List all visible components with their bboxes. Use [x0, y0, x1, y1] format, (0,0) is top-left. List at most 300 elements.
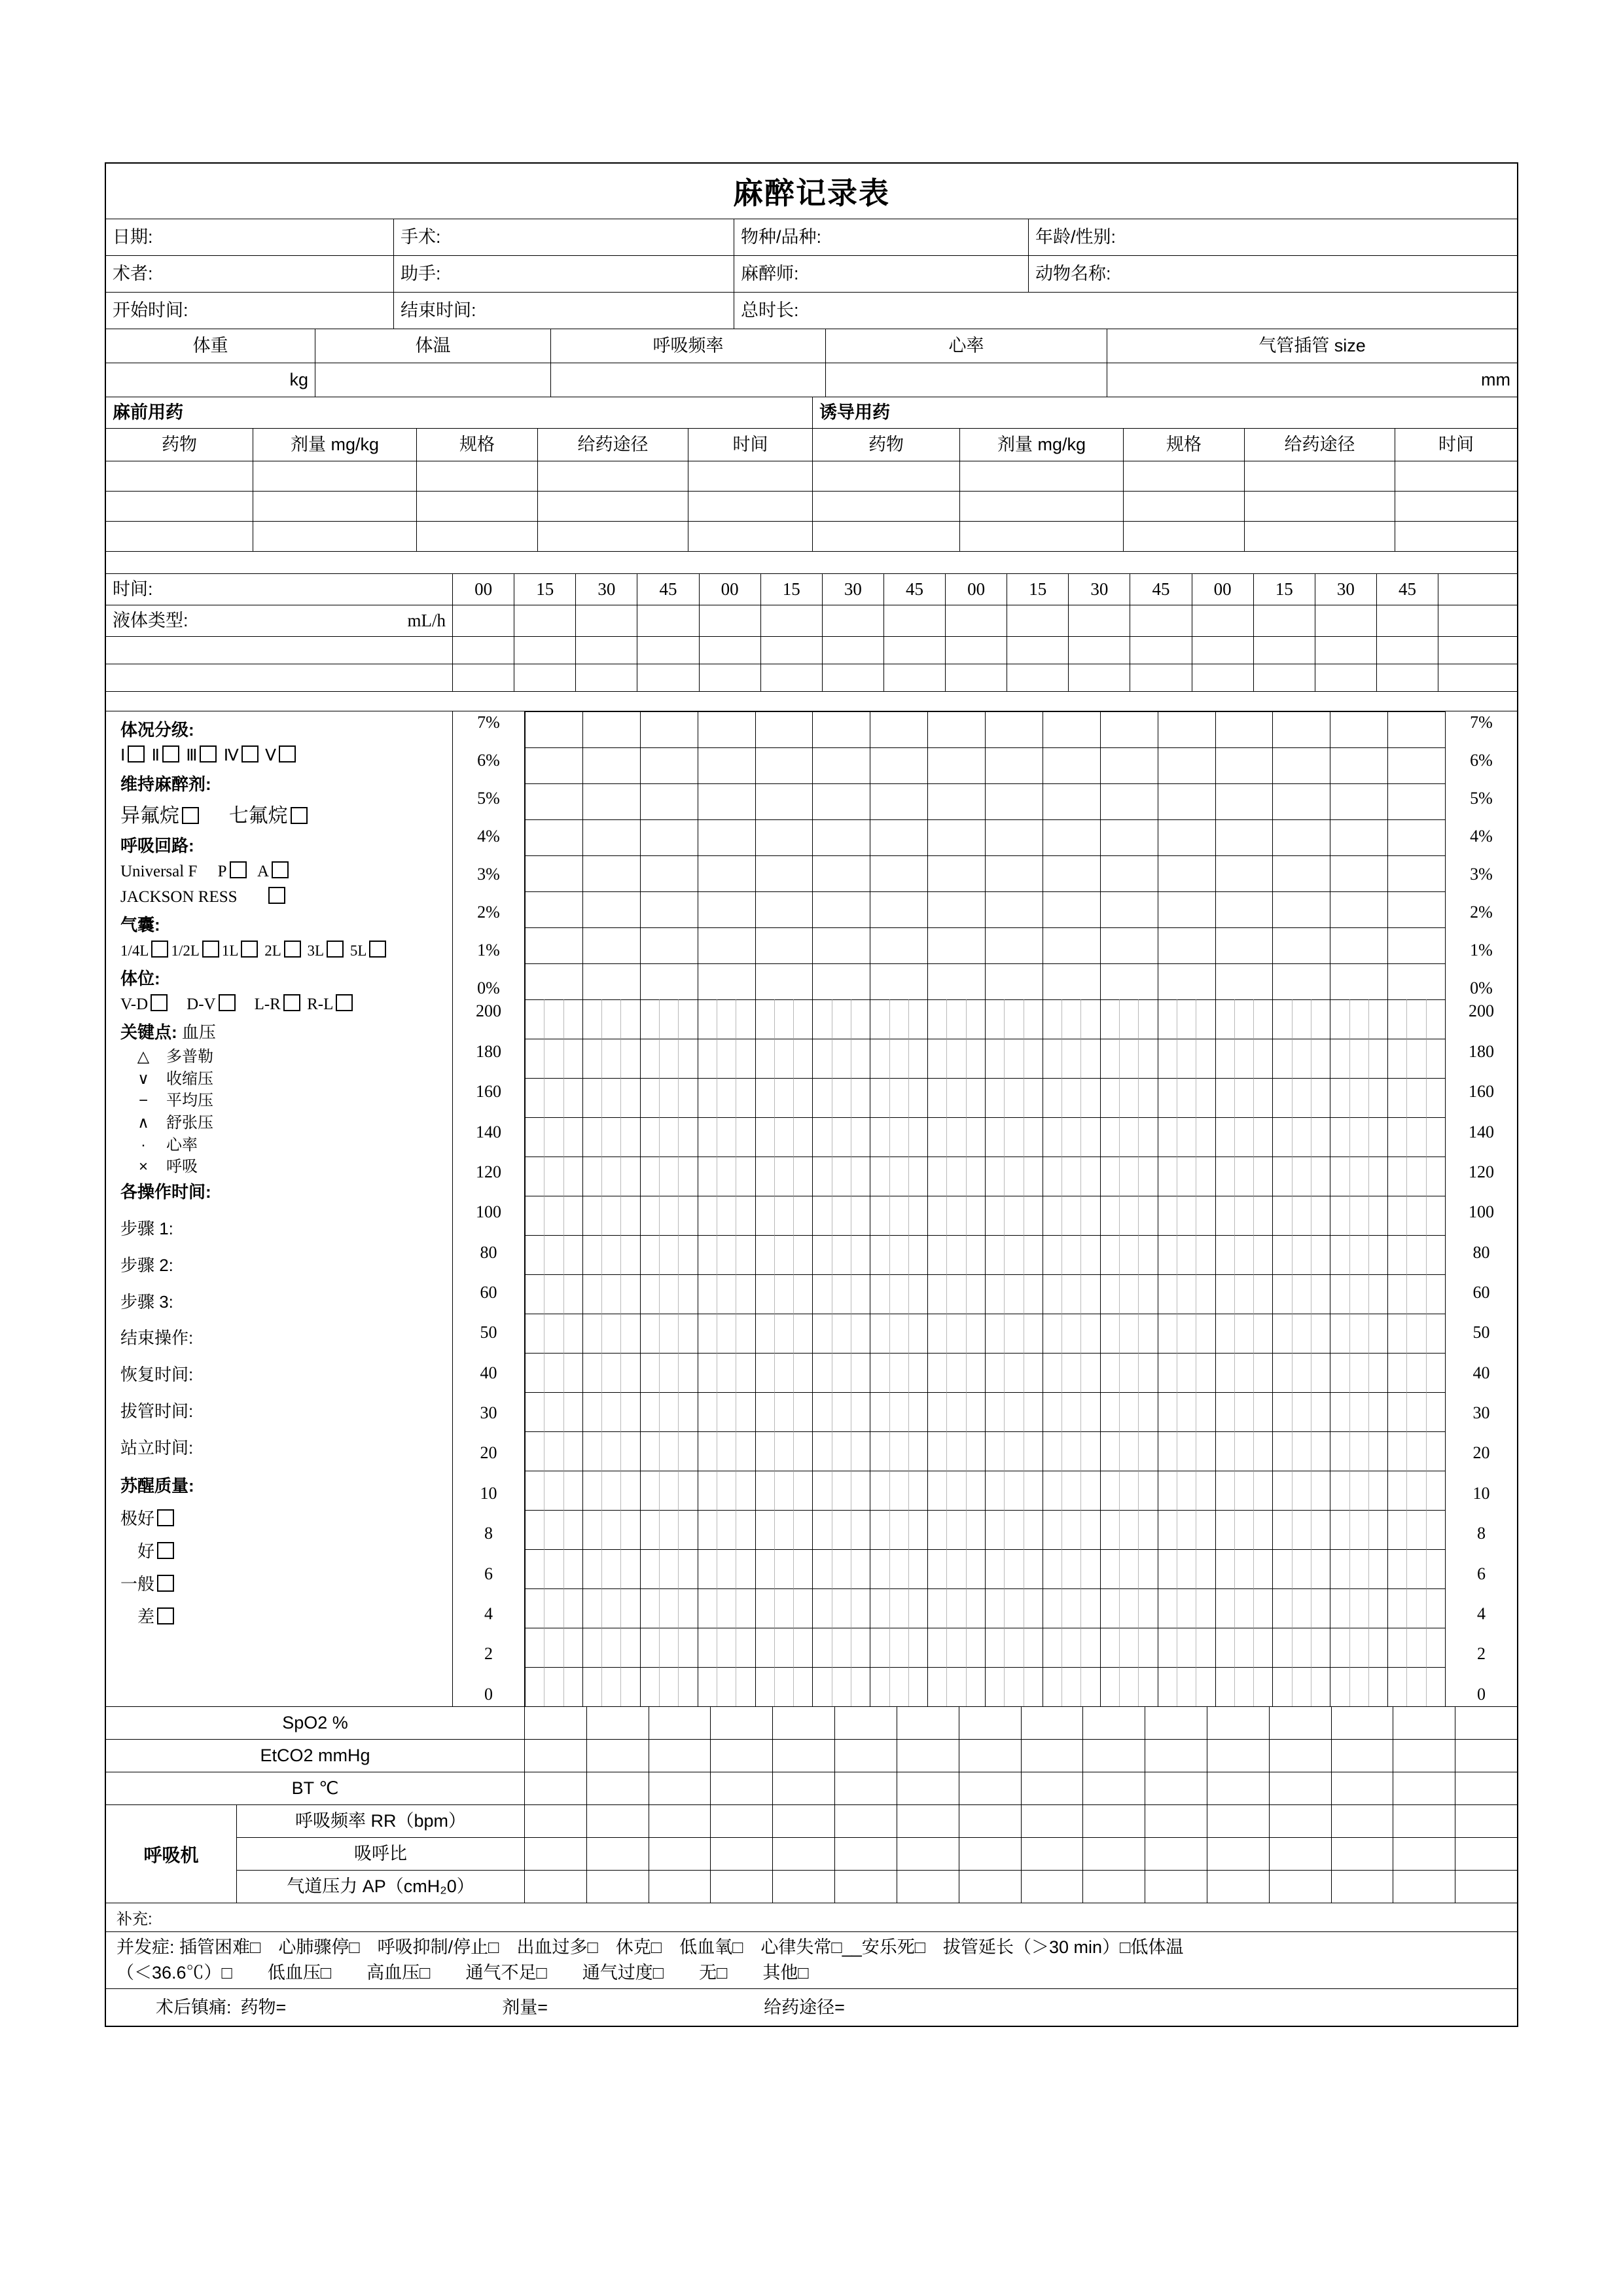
circuit-universal-f[interactable] [120, 861, 442, 882]
fluid-cell[interactable] [700, 605, 761, 637]
page-title-text: 麻醉记录表 [733, 176, 890, 210]
field-total-duration[interactable]: 总时长: [734, 293, 1517, 329]
drug-cell[interactable] [813, 461, 960, 492]
bp-axis-right [1446, 999, 1517, 1706]
param-cell[interactable] [1270, 1838, 1332, 1871]
field-end-time[interactable]: 结束时间: [394, 293, 734, 329]
timeline-tick[interactable]: 30 [1069, 574, 1130, 605]
fluid-blank-label[interactable] [106, 637, 453, 664]
drug-cell[interactable] [960, 492, 1124, 522]
param-cell[interactable] [1083, 1871, 1145, 1903]
timeline-tick[interactable]: 15 [761, 574, 823, 605]
param-cell[interactable] [959, 1740, 1022, 1772]
param-cell[interactable] [1207, 1871, 1270, 1903]
position-lr: L-R [254, 995, 281, 1013]
keypoints-legend [120, 1048, 442, 1176]
operation-step-2[interactable]: 步骤 2: [120, 1255, 173, 1275]
fluid-label-cell[interactable] [106, 605, 453, 637]
checkbox-icon[interactable] [157, 1607, 174, 1624]
recovery-fair[interactable] [120, 1575, 442, 1594]
vitals-grid[interactable] [525, 999, 1445, 1706]
recovery-poor[interactable] [120, 1607, 442, 1627]
param-cell[interactable] [1083, 1838, 1145, 1871]
param-cell[interactable] [773, 1772, 835, 1805]
fluid-cell[interactable] [1315, 605, 1377, 637]
fluid-blank-cell[interactable] [1377, 664, 1438, 692]
param-cell[interactable] [897, 1740, 959, 1772]
param-cell[interactable] [1207, 1772, 1270, 1805]
axis-tick-label: 10 [1472, 1483, 1490, 1503]
fluid-blank-cell[interactable] [1192, 637, 1254, 664]
drug-cell[interactable] [538, 522, 688, 552]
spo2-label: SpO2 % [106, 1707, 525, 1740]
fluid-blank-cell[interactable] [514, 637, 576, 664]
axis-tick-label: 40 [1472, 1363, 1490, 1382]
param-cell[interactable] [1270, 1740, 1332, 1772]
param-cell[interactable] [587, 1740, 649, 1772]
param-cell[interactable] [1145, 1871, 1207, 1903]
complications-text-2: （＜36.6℃）□ 低血压□ 高血压□ 通气不足□ 通气过度□ 无□ 其他□ [116, 1963, 809, 1983]
fluid-cell[interactable] [1377, 605, 1438, 637]
param-cell[interactable] [1393, 1838, 1455, 1871]
operation-standing-time[interactable]: 站立时间: [120, 1438, 194, 1458]
checkbox-icon[interactable] [283, 994, 300, 1011]
param-cell[interactable] [649, 1707, 711, 1740]
axis-tick-label: 140 [476, 1122, 501, 1141]
param-cell[interactable] [587, 1838, 649, 1871]
param-cell[interactable] [897, 1707, 959, 1740]
param-cell[interactable] [587, 1772, 649, 1805]
fluid-blank-cell[interactable] [946, 637, 1007, 664]
maintenance-options[interactable] [120, 805, 442, 828]
fluid-cell[interactable] [1069, 605, 1130, 637]
vitals-weight-value[interactable]: kg [106, 363, 315, 397]
operation-end[interactable]: 结束操作: [120, 1328, 194, 1348]
drug-cell[interactable] [106, 461, 253, 492]
param-cell[interactable] [1455, 1772, 1517, 1805]
drug-cell[interactable] [1395, 461, 1517, 492]
param-cell[interactable] [1022, 1772, 1084, 1805]
param-cell[interactable] [1393, 1740, 1455, 1772]
vitals-col-et-tube-size: 气管插管 size [1107, 329, 1517, 363]
keypoints-title [120, 1023, 442, 1043]
param-cell[interactable] [1270, 1707, 1332, 1740]
param-cell[interactable] [773, 1871, 835, 1903]
fluid-cell[interactable] [1130, 605, 1192, 637]
param-cell[interactable] [649, 1772, 711, 1805]
fluid-cell[interactable] [637, 605, 699, 637]
fluid-blank-cell[interactable] [823, 664, 884, 692]
drug-cell[interactable] [813, 492, 960, 522]
param-cell[interactable] [835, 1740, 897, 1772]
param-cell[interactable] [1022, 1740, 1084, 1772]
fluid-blank-label[interactable] [106, 664, 453, 692]
analgesia-route-field[interactable]: 给药途径= [764, 1997, 845, 2017]
axis-tick-label: 180 [1469, 1041, 1494, 1061]
operation-step-1[interactable]: 步骤 1: [120, 1218, 173, 1238]
position-dv: D-V [187, 995, 216, 1013]
param-cell[interactable] [1207, 1740, 1270, 1772]
param-cell[interactable] [1022, 1707, 1084, 1740]
fluid-blank-cell[interactable] [1192, 664, 1254, 692]
drug-cell[interactable] [1395, 522, 1517, 552]
chart-plot-area[interactable] [525, 711, 1445, 1706]
drug-cell[interactable] [417, 492, 538, 522]
complications-line-1 [116, 1936, 1507, 1959]
param-cell[interactable] [1083, 1805, 1145, 1838]
fluid-blank-cell[interactable] [637, 637, 699, 664]
keypoint-item [120, 1114, 442, 1132]
fluid-blank-cell[interactable] [1377, 637, 1438, 664]
fluid-blank-cell[interactable] [823, 637, 884, 664]
checkbox-icon[interactable] [291, 807, 308, 824]
bag-options[interactable] [120, 941, 442, 960]
param-cell[interactable] [1207, 1838, 1270, 1871]
operation-step-3[interactable]: 步骤 3: [120, 1291, 173, 1312]
param-cell[interactable] [1145, 1805, 1207, 1838]
drug-cell[interactable] [538, 461, 688, 492]
fluid-blank-cell[interactable] [700, 664, 761, 692]
keypoint-label: 收缩压 [166, 1069, 213, 1088]
fluid-blank-cell[interactable] [576, 664, 637, 692]
drug-cell[interactable] [1395, 492, 1517, 522]
param-cell[interactable] [649, 1838, 711, 1871]
checkbox-icon[interactable] [336, 994, 353, 1011]
vitals-temp-value[interactable] [315, 363, 551, 397]
fluid-cell[interactable] [1192, 605, 1254, 637]
etco2-label: EtCO2 mmHg [106, 1740, 525, 1772]
param-cell[interactable] [711, 1805, 773, 1838]
drug-cell[interactable] [106, 522, 253, 552]
vitals-value-row [106, 363, 1517, 397]
param-cell[interactable] [959, 1838, 1022, 1871]
drug-cell[interactable] [1245, 492, 1395, 522]
timeline-tick[interactable]: 00 [700, 574, 761, 605]
param-cell[interactable] [959, 1805, 1022, 1838]
timeline-tick[interactable]: 30 [1315, 574, 1377, 605]
param-cell[interactable] [1270, 1871, 1332, 1903]
param-cell[interactable] [587, 1805, 649, 1838]
axis-tick-label: 2% [1470, 902, 1493, 922]
fluid-blank-cells [453, 664, 1517, 692]
fluid-blank-cell[interactable] [1254, 637, 1315, 664]
axis-tick-label: 100 [1469, 1202, 1494, 1222]
checkbox-icon[interactable] [272, 861, 289, 878]
timeline-tick[interactable]: 00 [1192, 574, 1254, 605]
param-cell[interactable] [649, 1740, 711, 1772]
param-cell[interactable] [897, 1772, 959, 1805]
checkbox-icon[interactable] [230, 861, 247, 878]
grid-cell-trailing[interactable] [1438, 574, 1517, 605]
fluid-cell[interactable] [1007, 605, 1069, 637]
checkbox-icon[interactable] [327, 941, 344, 958]
param-cell[interactable] [1145, 1838, 1207, 1871]
field-age-sex[interactable]: 年龄/性别: [1029, 219, 1517, 256]
asa-title: 体况分级: [120, 720, 194, 740]
supplement-row[interactable] [106, 1903, 1517, 1932]
param-cell[interactable] [1270, 1805, 1332, 1838]
param-cell[interactable] [1332, 1838, 1394, 1871]
param-cell[interactable] [1455, 1838, 1517, 1871]
fluid-row [106, 605, 1517, 637]
fluid-cell[interactable] [1254, 605, 1315, 637]
param-cell[interactable] [1332, 1871, 1394, 1903]
asa-options[interactable] [120, 745, 442, 766]
drug-cell[interactable] [960, 461, 1124, 492]
timeline-tick[interactable]: 15 [1254, 574, 1315, 605]
fluid-blank-cell[interactable] [637, 664, 699, 692]
drug-cell[interactable] [813, 522, 960, 552]
param-cell[interactable] [835, 1805, 897, 1838]
param-cell[interactable] [959, 1772, 1022, 1805]
operation-recovery-time[interactable]: 恢复时间: [120, 1365, 194, 1385]
fluid-blank-cell[interactable] [576, 637, 637, 664]
field-start-time[interactable]: 开始时间: [106, 293, 394, 329]
supplement-label: 补充: [116, 1910, 152, 1928]
timeline-tick[interactable]: 45 [1377, 574, 1438, 605]
checkbox-icon[interactable] [128, 745, 145, 762]
drug-cell[interactable] [417, 461, 538, 492]
recovery-excellent[interactable] [120, 1509, 442, 1529]
postop-analgesia-row[interactable] [106, 1989, 1517, 2026]
checkbox-icon[interactable] [241, 941, 258, 958]
param-cell[interactable] [1393, 1871, 1455, 1903]
checkbox-icon[interactable] [162, 745, 179, 762]
checkbox-icon[interactable] [182, 807, 199, 824]
fluid-cell[interactable] [823, 605, 884, 637]
param-cell[interactable] [1145, 1772, 1207, 1805]
param-cell[interactable] [835, 1871, 897, 1903]
grid-cell-trailing[interactable] [1438, 605, 1517, 637]
drug-cell[interactable] [253, 461, 417, 492]
param-cell[interactable] [1393, 1772, 1455, 1805]
field-surgery[interactable]: 手术: [394, 219, 734, 256]
position-options[interactable] [120, 994, 442, 1014]
param-cell[interactable] [649, 1805, 711, 1838]
fluid-cell[interactable] [884, 605, 946, 637]
timeline-tick[interactable]: 30 [823, 574, 884, 605]
fluid-blank-cell[interactable] [1315, 637, 1377, 664]
param-cell[interactable] [711, 1707, 773, 1740]
param-cell[interactable] [1083, 1772, 1145, 1805]
checkbox-icon[interactable] [268, 887, 285, 904]
fluid-cell[interactable] [514, 605, 576, 637]
checkbox-icon[interactable] [279, 745, 296, 762]
param-cell[interactable] [1145, 1740, 1207, 1772]
param-cell[interactable] [711, 1772, 773, 1805]
induction-col-dose: 剂量 mg/kg [960, 429, 1124, 461]
param-cell[interactable] [1022, 1805, 1084, 1838]
param-cell[interactable] [1455, 1871, 1517, 1903]
fluid-blank-cell[interactable] [1254, 664, 1315, 692]
drug-cell[interactable] [1245, 522, 1395, 552]
param-cell[interactable] [711, 1740, 773, 1772]
fluid-blank-cell[interactable] [514, 664, 576, 692]
drug-cell[interactable] [1245, 461, 1395, 492]
spo2-row [106, 1707, 1517, 1740]
fluid-blank-cell[interactable] [761, 664, 823, 692]
param-cell[interactable] [1207, 1707, 1270, 1740]
param-cell[interactable] [1083, 1707, 1145, 1740]
drug-cell[interactable] [960, 522, 1124, 552]
vitals-et-tube-value[interactable]: mm [1107, 363, 1517, 397]
param-cell[interactable] [897, 1871, 959, 1903]
param-cell[interactable] [773, 1707, 835, 1740]
drug-cell[interactable] [253, 492, 417, 522]
param-cell[interactable] [897, 1838, 959, 1871]
checkbox-icon[interactable] [157, 1509, 174, 1526]
param-cell[interactable] [1455, 1707, 1517, 1740]
drug-cell[interactable] [688, 492, 813, 522]
analgesia-dose-field[interactable]: 剂量= [502, 1997, 548, 2017]
field-animal-name[interactable]: 动物名称: [1029, 256, 1517, 293]
drug-entry-row [106, 522, 1517, 552]
checkbox-icon[interactable] [369, 941, 386, 958]
param-cell[interactable] [587, 1871, 649, 1903]
drug-cell[interactable] [253, 522, 417, 552]
circuit-universal-f-label: Universal F [120, 862, 198, 880]
fluid-blank-cell[interactable] [884, 637, 946, 664]
param-cell[interactable] [773, 1805, 835, 1838]
checkbox-icon[interactable] [284, 941, 301, 958]
vitals-resp-rate-value[interactable] [551, 363, 826, 397]
field-anesthetist[interactable]: 麻醉师: [734, 256, 1029, 293]
checkbox-icon[interactable] [151, 994, 168, 1011]
param-cell[interactable] [1332, 1772, 1394, 1805]
bag-title: 气囊: [120, 915, 160, 935]
fluid-blank-cell[interactable] [700, 637, 761, 664]
timeline-tick[interactable]: 45 [884, 574, 946, 605]
fluid-cell[interactable] [761, 605, 823, 637]
param-cell[interactable] [1022, 1871, 1084, 1903]
param-cell[interactable] [525, 1871, 587, 1903]
param-cell[interactable] [525, 1838, 587, 1871]
timeline-tick[interactable]: 00 [453, 574, 514, 605]
axis-tick-label: 20 [1472, 1443, 1490, 1463]
timeline-tick[interactable]: 15 [514, 574, 576, 605]
fluid-blank-cell[interactable] [1007, 664, 1069, 692]
param-cell[interactable] [1207, 1805, 1270, 1838]
drug-cell[interactable] [1124, 492, 1245, 522]
drug-cell[interactable] [688, 522, 813, 552]
circuit-jackson-ress[interactable] [120, 887, 442, 907]
param-cell[interactable] [1332, 1740, 1394, 1772]
timeline-tick[interactable]: 30 [576, 574, 637, 605]
fluid-blank-cell[interactable] [1130, 637, 1192, 664]
param-cell[interactable] [711, 1838, 773, 1871]
drug-cell[interactable] [1124, 522, 1245, 552]
param-cell[interactable] [959, 1707, 1022, 1740]
fluid-blank-cell[interactable] [1069, 664, 1130, 692]
param-cell[interactable] [1393, 1805, 1455, 1838]
premed-title: 麻前用药 [106, 397, 813, 429]
drug-cell[interactable] [538, 492, 688, 522]
param-cell[interactable] [959, 1871, 1022, 1903]
param-cell[interactable] [1455, 1805, 1517, 1838]
param-cell[interactable] [1270, 1772, 1332, 1805]
drug-cell[interactable] [688, 461, 813, 492]
field-surgeon[interactable]: 术者: [106, 256, 394, 293]
field-assistant[interactable]: 助手: [394, 256, 734, 293]
param-cell[interactable] [1332, 1707, 1394, 1740]
fluid-blank-cell[interactable] [1130, 664, 1192, 692]
fluid-blank-cell[interactable] [453, 637, 514, 664]
checkbox-icon[interactable] [202, 941, 219, 958]
fluid-blank-cell[interactable] [1007, 637, 1069, 664]
checkbox-icon[interactable] [157, 1575, 174, 1592]
grid-cell-trailing[interactable] [1438, 664, 1517, 692]
param-cell[interactable] [711, 1871, 773, 1903]
fluid-blank-cell[interactable] [1069, 637, 1130, 664]
fluid-blank-cell[interactable] [946, 664, 1007, 692]
complications-row[interactable] [106, 1932, 1517, 1989]
param-cell[interactable] [835, 1772, 897, 1805]
param-cell[interactable] [1083, 1740, 1145, 1772]
fluid-blank-cell[interactable] [761, 637, 823, 664]
param-cell[interactable] [1393, 1707, 1455, 1740]
operation-extubation-time[interactable]: 拔管时间: [120, 1401, 194, 1422]
axis-tick-label: 1% [477, 940, 500, 960]
param-cell[interactable] [773, 1740, 835, 1772]
param-cell[interactable] [525, 1805, 587, 1838]
checkbox-icon[interactable] [219, 994, 236, 1011]
drug-cell[interactable] [106, 492, 253, 522]
checkbox-icon[interactable] [151, 941, 168, 958]
param-cell[interactable] [835, 1707, 897, 1740]
analgesia-drug-field[interactable]: 药物= [240, 1997, 287, 2017]
recovery-good[interactable] [120, 1542, 442, 1562]
param-cell[interactable] [525, 1740, 587, 1772]
checkbox-icon[interactable] [200, 745, 217, 762]
drug-cell[interactable] [1124, 461, 1245, 492]
param-cell[interactable] [587, 1707, 649, 1740]
axis-tick-label: 160 [1469, 1082, 1494, 1102]
gas-concentration-grid[interactable] [525, 711, 1445, 999]
param-cell[interactable] [649, 1871, 711, 1903]
grid-cell-trailing[interactable] [1438, 637, 1517, 664]
param-cell[interactable] [1145, 1707, 1207, 1740]
fluid-cell[interactable] [576, 605, 637, 637]
checkbox-icon[interactable] [157, 1542, 174, 1559]
maintenance-isoflurane: 异氟烷 [120, 804, 179, 827]
param-cell[interactable] [1332, 1805, 1394, 1838]
vent-rr-row [237, 1805, 1517, 1838]
drug-cell[interactable] [417, 522, 538, 552]
field-date[interactable]: 日期: [106, 219, 394, 256]
fluid-blank-cell[interactable] [884, 664, 946, 692]
fluid-cell[interactable] [453, 605, 514, 637]
param-cell[interactable] [525, 1772, 587, 1805]
param-cell[interactable] [1022, 1838, 1084, 1871]
param-cell[interactable] [525, 1707, 587, 1740]
chart-area [106, 711, 1517, 1707]
checkbox-icon[interactable] [241, 745, 259, 762]
timeline-tick[interactable]: 15 [1007, 574, 1069, 605]
timeline-tick[interactable]: 45 [637, 574, 699, 605]
vitals-heart-rate-value[interactable] [826, 363, 1107, 397]
param-cell[interactable] [835, 1838, 897, 1871]
chart-spacer [106, 692, 1517, 711]
fluid-blank-cell[interactable] [1315, 664, 1377, 692]
timeline-tick[interactable]: 45 [1130, 574, 1192, 605]
fluid-cell[interactable] [946, 605, 1007, 637]
field-species-breed[interactable]: 物种/品种: [734, 219, 1029, 256]
param-cell[interactable] [773, 1838, 835, 1871]
param-cell[interactable] [1455, 1740, 1517, 1772]
timeline-tick[interactable]: 00 [946, 574, 1007, 605]
fluid-blank-cell[interactable] [453, 664, 514, 692]
param-cell[interactable] [897, 1805, 959, 1838]
